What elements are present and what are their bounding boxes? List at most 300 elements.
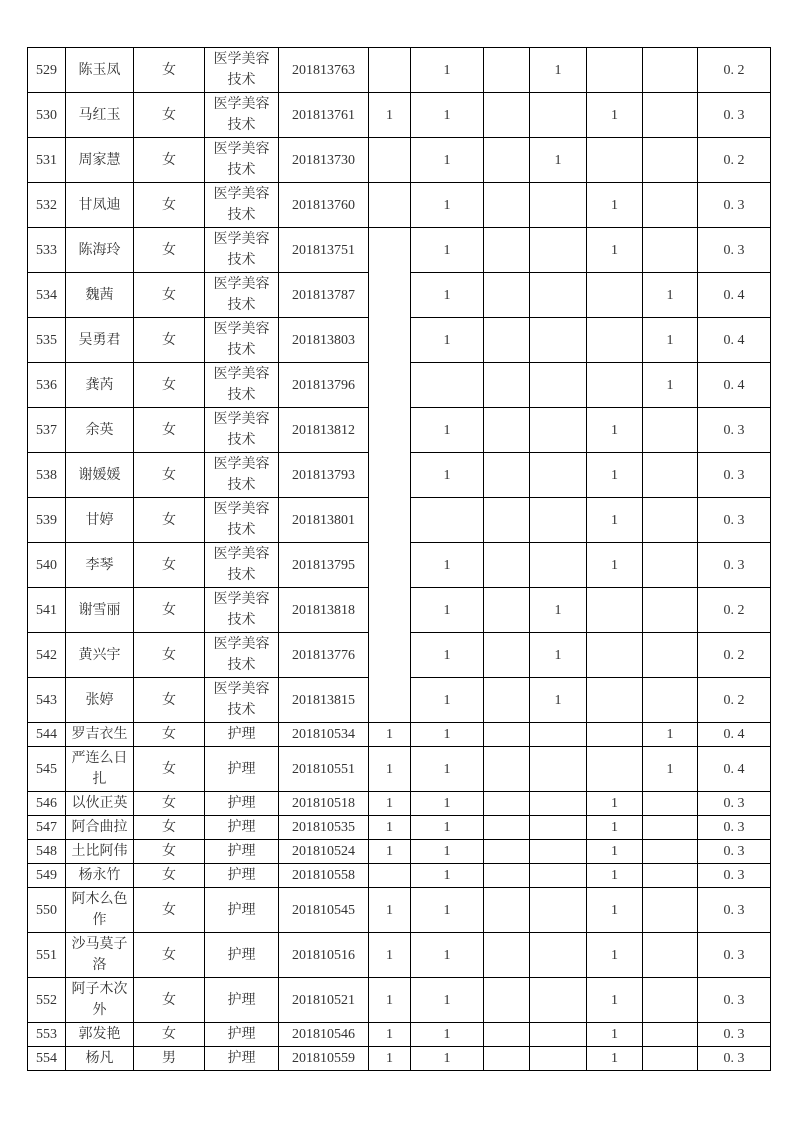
cell-gender: 女 <box>134 183 205 228</box>
cell-c5: 1 <box>587 792 643 816</box>
cell-c4 <box>530 864 587 888</box>
cell-c2: 1 <box>411 1023 484 1047</box>
cell-score: 0. 4 <box>698 747 771 792</box>
cell-c4: 1 <box>530 678 587 723</box>
cell-student_id: 201810559 <box>279 1047 369 1071</box>
cell-c5: 1 <box>587 93 643 138</box>
cell-major: 医学美容技术 <box>205 588 279 633</box>
cell-name: 杨永竹 <box>66 864 134 888</box>
cell-c6 <box>643 588 698 633</box>
cell-student_id: 201813796 <box>279 363 369 408</box>
cell-major: 医学美容技术 <box>205 678 279 723</box>
cell-student_id: 201813793 <box>279 453 369 498</box>
cell-c4 <box>530 318 587 363</box>
cell-no: 537 <box>28 408 66 453</box>
cell-c4: 1 <box>530 588 587 633</box>
cell-c3 <box>484 933 530 978</box>
cell-student_id: 201810558 <box>279 864 369 888</box>
cell-c4 <box>530 792 587 816</box>
cell-no: 553 <box>28 1023 66 1047</box>
cell-major: 护理 <box>205 888 279 933</box>
cell-c3 <box>484 747 530 792</box>
table-row <box>28 978 771 1023</box>
cell-c1: 1 <box>369 1023 411 1047</box>
cell-c6 <box>643 408 698 453</box>
cell-c2: 1 <box>411 723 484 747</box>
cell-name: 沙马莫子洛 <box>66 933 134 978</box>
cell-score: 0. 2 <box>698 633 771 678</box>
cell-name: 以伙正英 <box>66 792 134 816</box>
cell-c2: 1 <box>411 408 484 453</box>
cell-c6: 1 <box>643 318 698 363</box>
cell-major: 护理 <box>205 816 279 840</box>
cell-c5: 1 <box>587 228 643 273</box>
cell-score: 0. 3 <box>698 498 771 543</box>
cell-c6: 1 <box>643 273 698 318</box>
cell-score: 0. 3 <box>698 933 771 978</box>
table-body <box>28 48 771 1071</box>
cell-c2: 1 <box>411 453 484 498</box>
table-row <box>28 183 771 228</box>
cell-c6 <box>643 1023 698 1047</box>
cell-c4 <box>530 1023 587 1047</box>
cell-name: 阿合曲拉 <box>66 816 134 840</box>
cell-major: 护理 <box>205 1023 279 1047</box>
cell-c1: 1 <box>369 816 411 840</box>
cell-c5: 1 <box>587 1023 643 1047</box>
table-row <box>28 816 771 840</box>
table-row <box>28 138 771 183</box>
table-row <box>28 228 771 273</box>
cell-no: 554 <box>28 1047 66 1071</box>
cell-c5: 1 <box>587 978 643 1023</box>
cell-score: 0. 4 <box>698 723 771 747</box>
cell-student_id: 201813763 <box>279 48 369 93</box>
cell-c6 <box>643 633 698 678</box>
cell-c3 <box>484 816 530 840</box>
cell-no: 550 <box>28 888 66 933</box>
cell-c5: 1 <box>587 543 643 588</box>
cell-c3 <box>484 1023 530 1047</box>
cell-c5: 1 <box>587 498 643 543</box>
cell-score: 0. 2 <box>698 588 771 633</box>
cell-c2: 1 <box>411 228 484 273</box>
cell-c3 <box>484 678 530 723</box>
cell-gender: 女 <box>134 93 205 138</box>
cell-student_id: 201813818 <box>279 588 369 633</box>
cell-student_id: 201810546 <box>279 1023 369 1047</box>
cell-c4: 1 <box>530 138 587 183</box>
cell-c6 <box>643 792 698 816</box>
cell-c3 <box>484 588 530 633</box>
cell-name: 罗吉衣生 <box>66 723 134 747</box>
cell-c4 <box>530 840 587 864</box>
cell-gender: 女 <box>134 792 205 816</box>
cell-c6 <box>643 48 698 93</box>
cell-gender: 女 <box>134 363 205 408</box>
cell-c4 <box>530 933 587 978</box>
cell-c2: 1 <box>411 978 484 1023</box>
cell-c2: 1 <box>411 933 484 978</box>
cell-name: 阿子木次外 <box>66 978 134 1023</box>
cell-name: 马红玉 <box>66 93 134 138</box>
cell-c5: 1 <box>587 864 643 888</box>
cell-student_id: 201813801 <box>279 498 369 543</box>
cell-name: 土比阿伟 <box>66 840 134 864</box>
cell-student_id: 201810535 <box>279 816 369 840</box>
cell-c5 <box>587 678 643 723</box>
cell-name: 阿木么色作 <box>66 888 134 933</box>
cell-no: 534 <box>28 273 66 318</box>
cell-score: 0. 3 <box>698 93 771 138</box>
cell-student_id: 201813761 <box>279 93 369 138</box>
cell-c5: 1 <box>587 888 643 933</box>
cell-c6 <box>643 933 698 978</box>
cell-c1-merged <box>369 228 411 723</box>
cell-c3 <box>484 978 530 1023</box>
cell-c1: 1 <box>369 723 411 747</box>
cell-gender: 女 <box>134 864 205 888</box>
cell-name: 魏茜 <box>66 273 134 318</box>
table-row <box>28 888 771 933</box>
cell-c2: 1 <box>411 792 484 816</box>
cell-c4: 1 <box>530 633 587 678</box>
cell-student_id: 201813812 <box>279 408 369 453</box>
cell-c4 <box>530 816 587 840</box>
table-row <box>28 48 771 93</box>
cell-major: 医学美容技术 <box>205 363 279 408</box>
cell-c5 <box>587 318 643 363</box>
cell-gender: 女 <box>134 138 205 183</box>
cell-score: 0. 4 <box>698 318 771 363</box>
cell-c2 <box>411 363 484 408</box>
cell-c6 <box>643 228 698 273</box>
cell-c1 <box>369 183 411 228</box>
cell-major: 医学美容技术 <box>205 228 279 273</box>
cell-c3 <box>484 183 530 228</box>
cell-major: 医学美容技术 <box>205 408 279 453</box>
cell-no: 545 <box>28 747 66 792</box>
cell-score: 0. 3 <box>698 1047 771 1071</box>
cell-student_id: 201813815 <box>279 678 369 723</box>
cell-c1: 1 <box>369 888 411 933</box>
cell-c6 <box>643 678 698 723</box>
cell-c6 <box>643 93 698 138</box>
cell-c5 <box>587 723 643 747</box>
table-row <box>28 93 771 138</box>
cell-c5 <box>587 138 643 183</box>
cell-name: 李琴 <box>66 543 134 588</box>
cell-c4 <box>530 453 587 498</box>
cell-c5 <box>587 747 643 792</box>
cell-major: 医学美容技术 <box>205 543 279 588</box>
cell-no: 539 <box>28 498 66 543</box>
cell-gender: 女 <box>134 48 205 93</box>
cell-major: 护理 <box>205 978 279 1023</box>
cell-major: 护理 <box>205 747 279 792</box>
cell-c6 <box>643 498 698 543</box>
cell-c3 <box>484 453 530 498</box>
cell-score: 0. 2 <box>698 678 771 723</box>
cell-c6 <box>643 816 698 840</box>
cell-c4 <box>530 543 587 588</box>
cell-c6 <box>643 138 698 183</box>
cell-major: 护理 <box>205 933 279 978</box>
cell-c5: 1 <box>587 816 643 840</box>
cell-student_id: 201813751 <box>279 228 369 273</box>
cell-c3 <box>484 792 530 816</box>
cell-c2: 1 <box>411 888 484 933</box>
cell-major: 医学美容技术 <box>205 138 279 183</box>
cell-gender: 女 <box>134 273 205 318</box>
cell-gender: 女 <box>134 840 205 864</box>
cell-c4 <box>530 228 587 273</box>
cell-name: 陈海玲 <box>66 228 134 273</box>
cell-no: 541 <box>28 588 66 633</box>
cell-c2: 1 <box>411 138 484 183</box>
table-row <box>28 1023 771 1047</box>
cell-c3 <box>484 840 530 864</box>
cell-name: 陈玉凤 <box>66 48 134 93</box>
cell-student_id: 201810518 <box>279 792 369 816</box>
cell-score: 0. 3 <box>698 228 771 273</box>
cell-no: 538 <box>28 453 66 498</box>
cell-c3 <box>484 723 530 747</box>
cell-name: 吴勇君 <box>66 318 134 363</box>
cell-score: 0. 3 <box>698 888 771 933</box>
cell-c3 <box>484 633 530 678</box>
cell-gender: 女 <box>134 588 205 633</box>
cell-gender: 女 <box>134 747 205 792</box>
cell-gender: 女 <box>134 633 205 678</box>
cell-student_id: 201813730 <box>279 138 369 183</box>
cell-score: 0. 3 <box>698 183 771 228</box>
cell-score: 0. 3 <box>698 864 771 888</box>
cell-major: 医学美容技术 <box>205 183 279 228</box>
cell-student_id: 201810534 <box>279 723 369 747</box>
cell-student_id: 201810551 <box>279 747 369 792</box>
cell-c6 <box>643 840 698 864</box>
cell-gender: 女 <box>134 1023 205 1047</box>
cell-c6 <box>643 978 698 1023</box>
cell-c3 <box>484 48 530 93</box>
cell-c3 <box>484 498 530 543</box>
cell-c2: 1 <box>411 183 484 228</box>
cell-c1: 1 <box>369 747 411 792</box>
cell-gender: 女 <box>134 816 205 840</box>
cell-c2: 1 <box>411 747 484 792</box>
cell-c6 <box>643 183 698 228</box>
cell-student_id: 201813787 <box>279 273 369 318</box>
cell-c5 <box>587 588 643 633</box>
cell-major: 护理 <box>205 792 279 816</box>
cell-c5: 1 <box>587 1047 643 1071</box>
cell-major: 护理 <box>205 840 279 864</box>
cell-score: 0. 3 <box>698 816 771 840</box>
cell-c3 <box>484 543 530 588</box>
cell-name: 张婷 <box>66 678 134 723</box>
cell-name: 严连么日扎 <box>66 747 134 792</box>
cell-c4: 1 <box>530 48 587 93</box>
cell-c2 <box>411 498 484 543</box>
cell-score: 0. 3 <box>698 840 771 864</box>
cell-c2: 1 <box>411 273 484 318</box>
cell-name: 黄兴宇 <box>66 633 134 678</box>
cell-c1: 1 <box>369 93 411 138</box>
cell-c5: 1 <box>587 453 643 498</box>
cell-gender: 女 <box>134 318 205 363</box>
cell-major: 护理 <box>205 723 279 747</box>
cell-c1: 1 <box>369 792 411 816</box>
cell-score: 0. 3 <box>698 792 771 816</box>
cell-gender: 男 <box>134 1047 205 1071</box>
cell-name: 谢媛媛 <box>66 453 134 498</box>
cell-c6 <box>643 453 698 498</box>
cell-no: 544 <box>28 723 66 747</box>
cell-c5: 1 <box>587 840 643 864</box>
cell-c4 <box>530 888 587 933</box>
cell-c3 <box>484 228 530 273</box>
cell-c5 <box>587 633 643 678</box>
table-row <box>28 723 771 747</box>
cell-no: 531 <box>28 138 66 183</box>
cell-student_id: 201810524 <box>279 840 369 864</box>
cell-c5 <box>587 363 643 408</box>
cell-c6: 1 <box>643 363 698 408</box>
cell-c6 <box>643 864 698 888</box>
cell-name: 周家慧 <box>66 138 134 183</box>
cell-c1: 1 <box>369 933 411 978</box>
cell-c3 <box>484 318 530 363</box>
cell-c3 <box>484 864 530 888</box>
cell-gender: 女 <box>134 678 205 723</box>
cell-c5 <box>587 48 643 93</box>
cell-gender: 女 <box>134 408 205 453</box>
cell-no: 529 <box>28 48 66 93</box>
cell-name: 甘凤迪 <box>66 183 134 228</box>
cell-gender: 女 <box>134 723 205 747</box>
cell-score: 0. 3 <box>698 453 771 498</box>
cell-c2: 1 <box>411 840 484 864</box>
cell-score: 0. 2 <box>698 138 771 183</box>
table-row <box>28 792 771 816</box>
cell-c2: 1 <box>411 864 484 888</box>
cell-no: 540 <box>28 543 66 588</box>
cell-no: 543 <box>28 678 66 723</box>
student-roster-table <box>27 47 771 1071</box>
cell-c5: 1 <box>587 408 643 453</box>
cell-major: 医学美容技术 <box>205 93 279 138</box>
cell-major: 医学美容技术 <box>205 318 279 363</box>
cell-c4 <box>530 978 587 1023</box>
cell-major: 医学美容技术 <box>205 498 279 543</box>
cell-no: 542 <box>28 633 66 678</box>
cell-c3 <box>484 888 530 933</box>
cell-student_id: 201810521 <box>279 978 369 1023</box>
cell-student_id: 201810545 <box>279 888 369 933</box>
cell-c6 <box>643 543 698 588</box>
cell-major: 医学美容技术 <box>205 273 279 318</box>
cell-no: 535 <box>28 318 66 363</box>
cell-name: 杨凡 <box>66 1047 134 1071</box>
cell-c1 <box>369 138 411 183</box>
cell-name: 龚芮 <box>66 363 134 408</box>
cell-c4 <box>530 747 587 792</box>
cell-gender: 女 <box>134 543 205 588</box>
cell-no: 530 <box>28 93 66 138</box>
cell-c3 <box>484 1047 530 1071</box>
cell-c1: 1 <box>369 978 411 1023</box>
cell-score: 0. 2 <box>698 48 771 93</box>
cell-c6: 1 <box>643 747 698 792</box>
cell-name: 郭发艳 <box>66 1023 134 1047</box>
cell-no: 548 <box>28 840 66 864</box>
cell-score: 0. 3 <box>698 978 771 1023</box>
cell-c4 <box>530 273 587 318</box>
cell-c4 <box>530 498 587 543</box>
cell-c2: 1 <box>411 588 484 633</box>
cell-c3 <box>484 138 530 183</box>
table-row <box>28 747 771 792</box>
cell-student_id: 201813795 <box>279 543 369 588</box>
cell-c3 <box>484 273 530 318</box>
cell-c3 <box>484 93 530 138</box>
cell-c2: 1 <box>411 318 484 363</box>
cell-c6 <box>643 1047 698 1071</box>
cell-c2: 1 <box>411 633 484 678</box>
cell-c4 <box>530 408 587 453</box>
cell-c4 <box>530 93 587 138</box>
cell-no: 533 <box>28 228 66 273</box>
cell-score: 0. 3 <box>698 408 771 453</box>
cell-major: 医学美容技术 <box>205 48 279 93</box>
cell-c1: 1 <box>369 840 411 864</box>
cell-no: 546 <box>28 792 66 816</box>
cell-c2: 1 <box>411 543 484 588</box>
cell-gender: 女 <box>134 978 205 1023</box>
cell-major: 护理 <box>205 1047 279 1071</box>
cell-c4 <box>530 183 587 228</box>
cell-c1 <box>369 864 411 888</box>
cell-c6 <box>643 888 698 933</box>
cell-student_id: 201810516 <box>279 933 369 978</box>
cell-score: 0. 4 <box>698 273 771 318</box>
cell-major: 医学美容技术 <box>205 633 279 678</box>
cell-name: 余英 <box>66 408 134 453</box>
cell-c5: 1 <box>587 933 643 978</box>
cell-c4 <box>530 723 587 747</box>
cell-c3 <box>484 363 530 408</box>
cell-major: 医学美容技术 <box>205 453 279 498</box>
cell-c2: 1 <box>411 48 484 93</box>
cell-c4 <box>530 1047 587 1071</box>
cell-c2: 1 <box>411 678 484 723</box>
cell-name: 甘婷 <box>66 498 134 543</box>
table-row <box>28 933 771 978</box>
cell-no: 532 <box>28 183 66 228</box>
cell-score: 0. 3 <box>698 1023 771 1047</box>
cell-gender: 女 <box>134 888 205 933</box>
cell-c4 <box>530 363 587 408</box>
cell-student_id: 201813776 <box>279 633 369 678</box>
cell-gender: 女 <box>134 228 205 273</box>
cell-student_id: 201813760 <box>279 183 369 228</box>
cell-c1: 1 <box>369 1047 411 1071</box>
cell-c5: 1 <box>587 183 643 228</box>
cell-score: 0. 3 <box>698 543 771 588</box>
cell-c1 <box>369 48 411 93</box>
cell-gender: 女 <box>134 498 205 543</box>
